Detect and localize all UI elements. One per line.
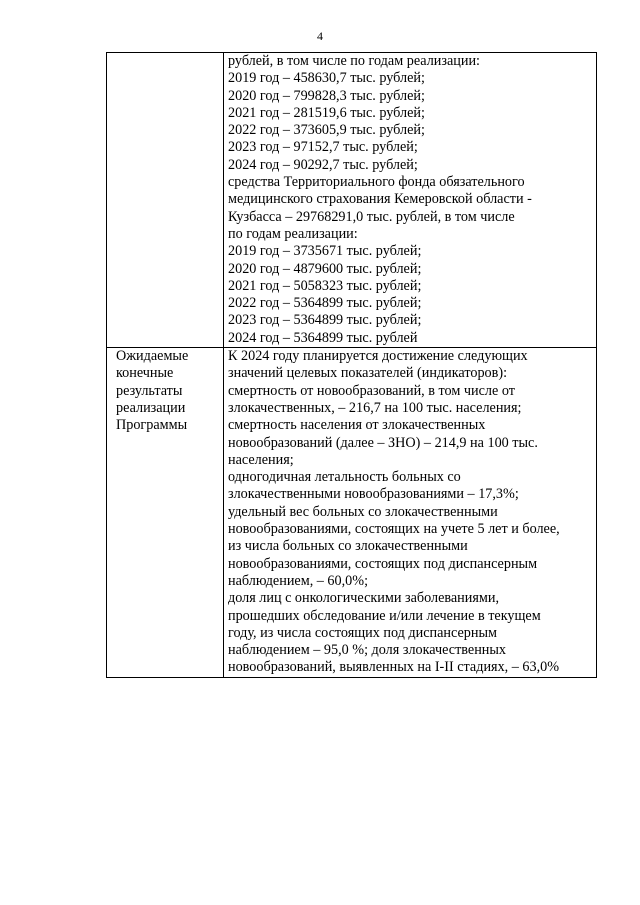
funding-line: 2023 год – 97152,7 тыс. рублей; (228, 139, 418, 156)
result-line: новообразований (далее – ЗНО) – 214,9 на 100 тыс. (228, 434, 538, 451)
funding-line: 2023 год – 5364899 тыс. рублей; (228, 312, 422, 329)
funding-line: 2020 год – 4879600 тыс. рублей; (228, 260, 422, 277)
table-row-funding (107, 53, 597, 348)
row-label-line: Программы (116, 417, 188, 434)
result-line: из числа больных со злокачественными (228, 538, 468, 555)
row-label-cell (107, 348, 224, 678)
result-line: новообразований, выявленных на I-II стадиях, – 63,0% (228, 659, 560, 676)
funding-line: 2019 год – 458630,7 тыс. рублей; (228, 70, 425, 87)
result-line: смертность населения от злокачественных (228, 417, 486, 434)
table-row-expected-results (107, 348, 597, 678)
row-label-line: Ожидаемые (116, 348, 189, 365)
funding-line: 2019 год – 3735671 тыс. рублей; (228, 243, 422, 260)
result-line: новообразованиями, состоящих на учете 5 лет и более, (228, 521, 560, 538)
funding-line: 2024 год – 5364899 тыс. рублей (228, 329, 418, 346)
result-line: К 2024 году планируется достижение следующих (228, 348, 528, 365)
funding-line: 2024 год – 90292,7 тыс. рублей; (228, 156, 418, 173)
row-label-cell (107, 53, 224, 348)
funding-line: Кузбасса – 29768291,0 тыс. рублей, в том числе (228, 208, 515, 225)
result-line: злокачественными новообразованиями – 17,3%; (228, 486, 519, 503)
funding-line: по годам реализации: (228, 225, 358, 242)
result-line: прошедших обследование и/или лечение в текущем (228, 607, 541, 624)
funding-line: 2022 год – 373605,9 тыс. рублей; (228, 122, 425, 139)
page-number: 4 (317, 29, 323, 43)
expected-results-content-cell (224, 348, 597, 678)
funding-line: 2021 год – 281519,6 тыс. рублей; (228, 104, 425, 121)
program-passport-table (106, 52, 597, 678)
result-line: смертность от новообразований, в том числе от (228, 382, 515, 399)
result-line: году, из числа состоящих под диспансерным (228, 624, 497, 641)
result-line: наблюдением – 95,0 %; доля злокачественных (228, 642, 507, 659)
result-line: удельный вес больных со злокачественными (228, 503, 498, 520)
funding-content-cell (224, 53, 597, 348)
funding-line: средства Территориального фонда обязательного (228, 174, 525, 191)
row-label-line: реализации (116, 399, 186, 416)
funding-line: медицинского страхования Кемеровской области - (228, 191, 532, 208)
result-line: доля лиц с онкологическими заболеваниями, (228, 590, 500, 607)
funding-line: 2022 год – 5364899 тыс. рублей; (228, 295, 422, 312)
result-line: злокачественных, – 216,7 на 100 тыс. населения; (228, 399, 522, 416)
result-line: новообразованиями, состоящих под диспансерным (228, 555, 538, 572)
funding-line: 2021 год – 5058323 тыс. рублей; (228, 277, 422, 294)
funding-line: 2020 год – 799828,3 тыс. рублей; (228, 87, 425, 104)
funding-line: рублей, в том числе по годам реализации: (228, 53, 480, 69)
result-line: значений целевых показателей (индикаторов): (228, 365, 508, 382)
result-line: наблюдением, – 60,0%; (228, 572, 369, 589)
result-line: одногодичная летальность больных со (228, 469, 461, 486)
row-label-line: результаты (116, 382, 183, 399)
row-label-line: конечные (116, 365, 174, 382)
result-line: населения; (228, 451, 294, 468)
